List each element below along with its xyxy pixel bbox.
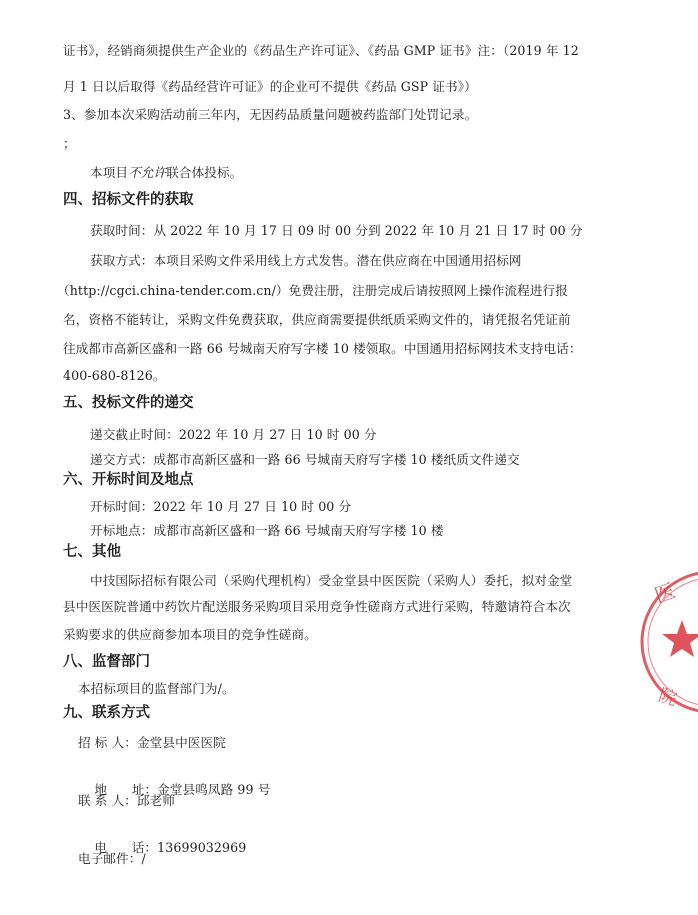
intro-line-3: 3、参加本次采购活动前三年内，无因药品质量问题被药监部门处罚记录。 [63,107,478,122]
tenderer-label: 招 标 人： [78,735,137,750]
s4-method-1: 获取方式：本项目采购文件采用线上方式发售。潜在供应商在中国通用招标网 [90,253,522,268]
section-8-heading: 八、监督部门 [63,654,150,670]
s4-time: 获取时间：从 2022 年 10 月 17 日 09 时 00 分到 2022 年 10 月 21 日 17 时 00 分 [90,223,583,238]
intro-line-5-em: 不允许 [128,165,167,180]
section-9-heading: 九、联系方式 [63,705,150,721]
phone-label: 电 话： [94,840,158,855]
contact-label: 联 系 人： [78,793,137,808]
contact-person [78,792,175,810]
s7-line-3: 采购要求的供应商参加本项目的竞争性磋商。 [63,627,317,642]
svg-text:医: 医 [651,578,679,608]
official-seal-stamp [640,560,698,725]
s4-method-4: 往成都市高新区盛和一路 66 号城南天府写字楼 10 楼领取。中国通用招标网技术支持电话： [63,341,582,356]
phone-value: 13699032969 [157,840,247,855]
s6-time: 开标时间：2022 年 10 月 27 日 10 时 00 分 [90,499,352,514]
address-label: 地 址： [94,782,158,797]
intro-line-1: 证书》，经销商须提供生产企业的《药品生产许可证》、《药品 GMP 证书》注：（2019 年 12 [63,43,579,58]
section-5-heading: 五、投标文件的递交 [63,395,194,411]
contact-value: 邱老师 [136,793,176,808]
s7-line-2: 县中医医院普通中药饮片配送服务采购项目采用竞争性磋商方式进行采购，特邀请符合本次 [63,599,571,614]
svg-text:院: 院 [655,684,680,711]
intro-line-5-pre: 本项目 [90,165,129,180]
s6-place: 开标地点：成都市高新区盛和一路 66 号城南天府写字楼 10 楼 [90,523,444,538]
s5-place: 递交方式：成都市高新区盛和一路 66 号城南天府写字楼 10 楼纸质文件递交 [90,452,520,467]
intro-line-5-post: 联合体投标。 [166,165,243,180]
s8-line-1: 本招标项目的监督部门为/。 [78,681,235,696]
intro-line-5 [90,164,242,182]
intro-line-4: ； [63,136,76,151]
section-7-heading: 七、其他 [63,544,121,560]
email-value: / [141,851,146,866]
intro-line-2: 月 1 日以后取得《药品经营许可证》的企业可不提供《药品 GSP 证书》） [63,79,477,94]
s4-method-3: 名，资格不能转让，采购文件免费获取，供应商需要提供纸质采购文件的，请凭报名凭证前 [63,312,571,327]
s4-method-2: （http://cgci.china-tender.com.cn/）免费注册，注册完成后请按照网上操作流程进行报 [57,283,568,298]
contact-email [78,850,146,868]
email-label: 电子邮件： [78,851,142,866]
section-4-heading: 四、招标文件的获取 [63,192,194,208]
seal-graphic [640,560,698,725]
s4-method-5: 400-680-8126。 [63,368,166,383]
s7-line-1: 中技国际招标有限公司（采购代理机构）受金堂县中医医院（采购人）委托，拟对金堂 [90,573,573,588]
tenderer-value: 金堂县中医医院 [136,735,226,750]
s5-deadline: 递交截止时间：2022 年 10 月 27 日 10 时 00 分 [90,427,377,442]
address-value: 金堂县鸣凤路 99 号 [157,782,271,797]
contact-tenderer [78,734,226,752]
section-6-heading: 六、开标时间及地点 [63,472,194,488]
